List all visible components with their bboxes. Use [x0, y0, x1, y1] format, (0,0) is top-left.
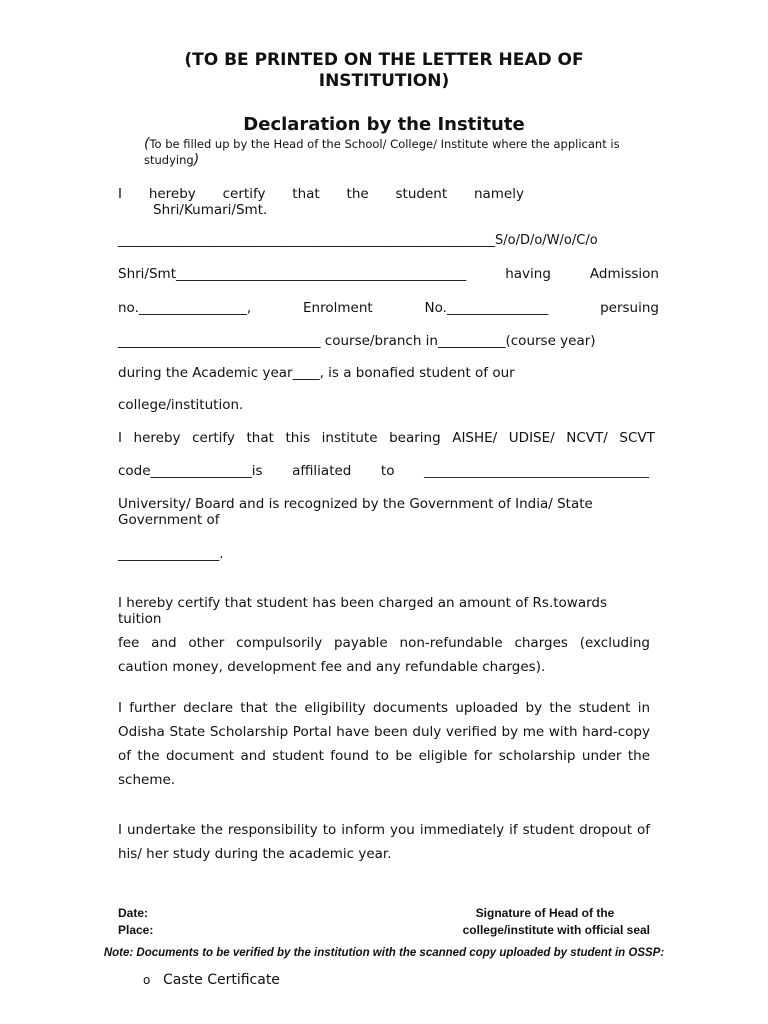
form-line-6: during the Academic year____, is a bonafied student of our	[118, 365, 515, 381]
subtitle	[144, 136, 654, 168]
word: Enrolment	[303, 300, 373, 316]
word: code_______________is	[118, 463, 263, 479]
form-line-5: ______________________________ course/branch in__________(course year)	[118, 333, 596, 349]
place-label: Place:	[118, 923, 154, 937]
form-line-3	[118, 266, 659, 282]
word: institute	[321, 430, 378, 446]
word: No._______________	[424, 300, 549, 316]
word: AISHE/	[452, 430, 498, 446]
form-line-4	[118, 300, 659, 316]
verification-note: Note: Documents to be verified by the institution with the scanned copy uploaded by student in OSSP:	[103, 947, 665, 959]
form-line-11: _______________.	[118, 546, 224, 562]
word: certify	[222, 186, 266, 202]
word: ____________________________________	[423, 463, 649, 478]
signature-line-2: college/institute with official seal	[462, 923, 650, 937]
word: this	[285, 430, 311, 446]
form-line-7: college/institution.	[118, 397, 244, 413]
word: having	[505, 266, 551, 282]
word: UDISE/	[508, 430, 555, 446]
form-line-10: University/ Board and is recognized by the Government of India/ State Government of	[118, 496, 593, 528]
word: NCVT/	[566, 430, 608, 446]
date-label: Date:	[118, 906, 149, 920]
word: certify	[192, 430, 235, 446]
document-item-label: Caste Certificate	[163, 972, 280, 988]
word: that	[292, 186, 320, 202]
word: namely	[473, 186, 524, 202]
eligibility-paragraph: I further declare that the eligibility documents uploaded by the student in Odisha State Scholarship Portal have been duly verified by me with hard-copy of the document and student found to be eligible for scholarship under the scheme.	[118, 700, 650, 788]
form-line-9	[118, 463, 649, 479]
form-line-1-cont: Shri/Kumari/Smt.	[153, 202, 268, 218]
letterhead-note: (TO BE PRINTED ON THE LETTER HEAD OF INSTITUTION)	[184, 50, 584, 91]
document-list-item	[143, 972, 280, 988]
word: no.________________,	[118, 300, 252, 316]
form-line-12: I hereby certify that student has been charged an amount of Rs.towards tuition	[118, 595, 608, 627]
word: Admission	[589, 266, 659, 282]
form-line-1	[118, 186, 524, 202]
word: bearing	[389, 430, 441, 446]
undertaking-paragraph: I undertake the responsibility to inform you immediately if student dropout of his/ her study during the academic year.	[118, 822, 650, 862]
page-title: Declaration by the Institute	[243, 114, 525, 135]
word: that	[246, 430, 274, 446]
word: hereby	[148, 186, 196, 202]
bullet-marker: o	[143, 973, 151, 987]
form-line-8	[118, 430, 655, 446]
fees-paragraph: fee and other compulsorily payable non-refundable charges (excluding caution money, development fee and any refundable charges).	[118, 635, 650, 675]
word: persuing	[600, 300, 659, 316]
word: student	[395, 186, 448, 202]
word: I	[118, 186, 122, 202]
signature-line-1: Signature of Head of the	[475, 906, 615, 920]
form-line-2: __________________________________________________________S/o/D/o/W/o/C/o	[118, 233, 598, 248]
subtitle-open-paren: (	[144, 136, 150, 152]
subtitle-text: To be filled up by the Head of the School/ College/ Institute where the applicant is studying	[144, 137, 620, 167]
word: affiliated	[292, 463, 352, 479]
word: I	[118, 430, 122, 446]
word: hereby	[133, 430, 181, 446]
word: the	[346, 186, 369, 202]
word: to	[380, 463, 395, 479]
word: SCVT	[619, 430, 655, 446]
word: Shri/Smt___________________________________________	[118, 266, 467, 282]
subtitle-close-paren: )	[193, 152, 200, 168]
